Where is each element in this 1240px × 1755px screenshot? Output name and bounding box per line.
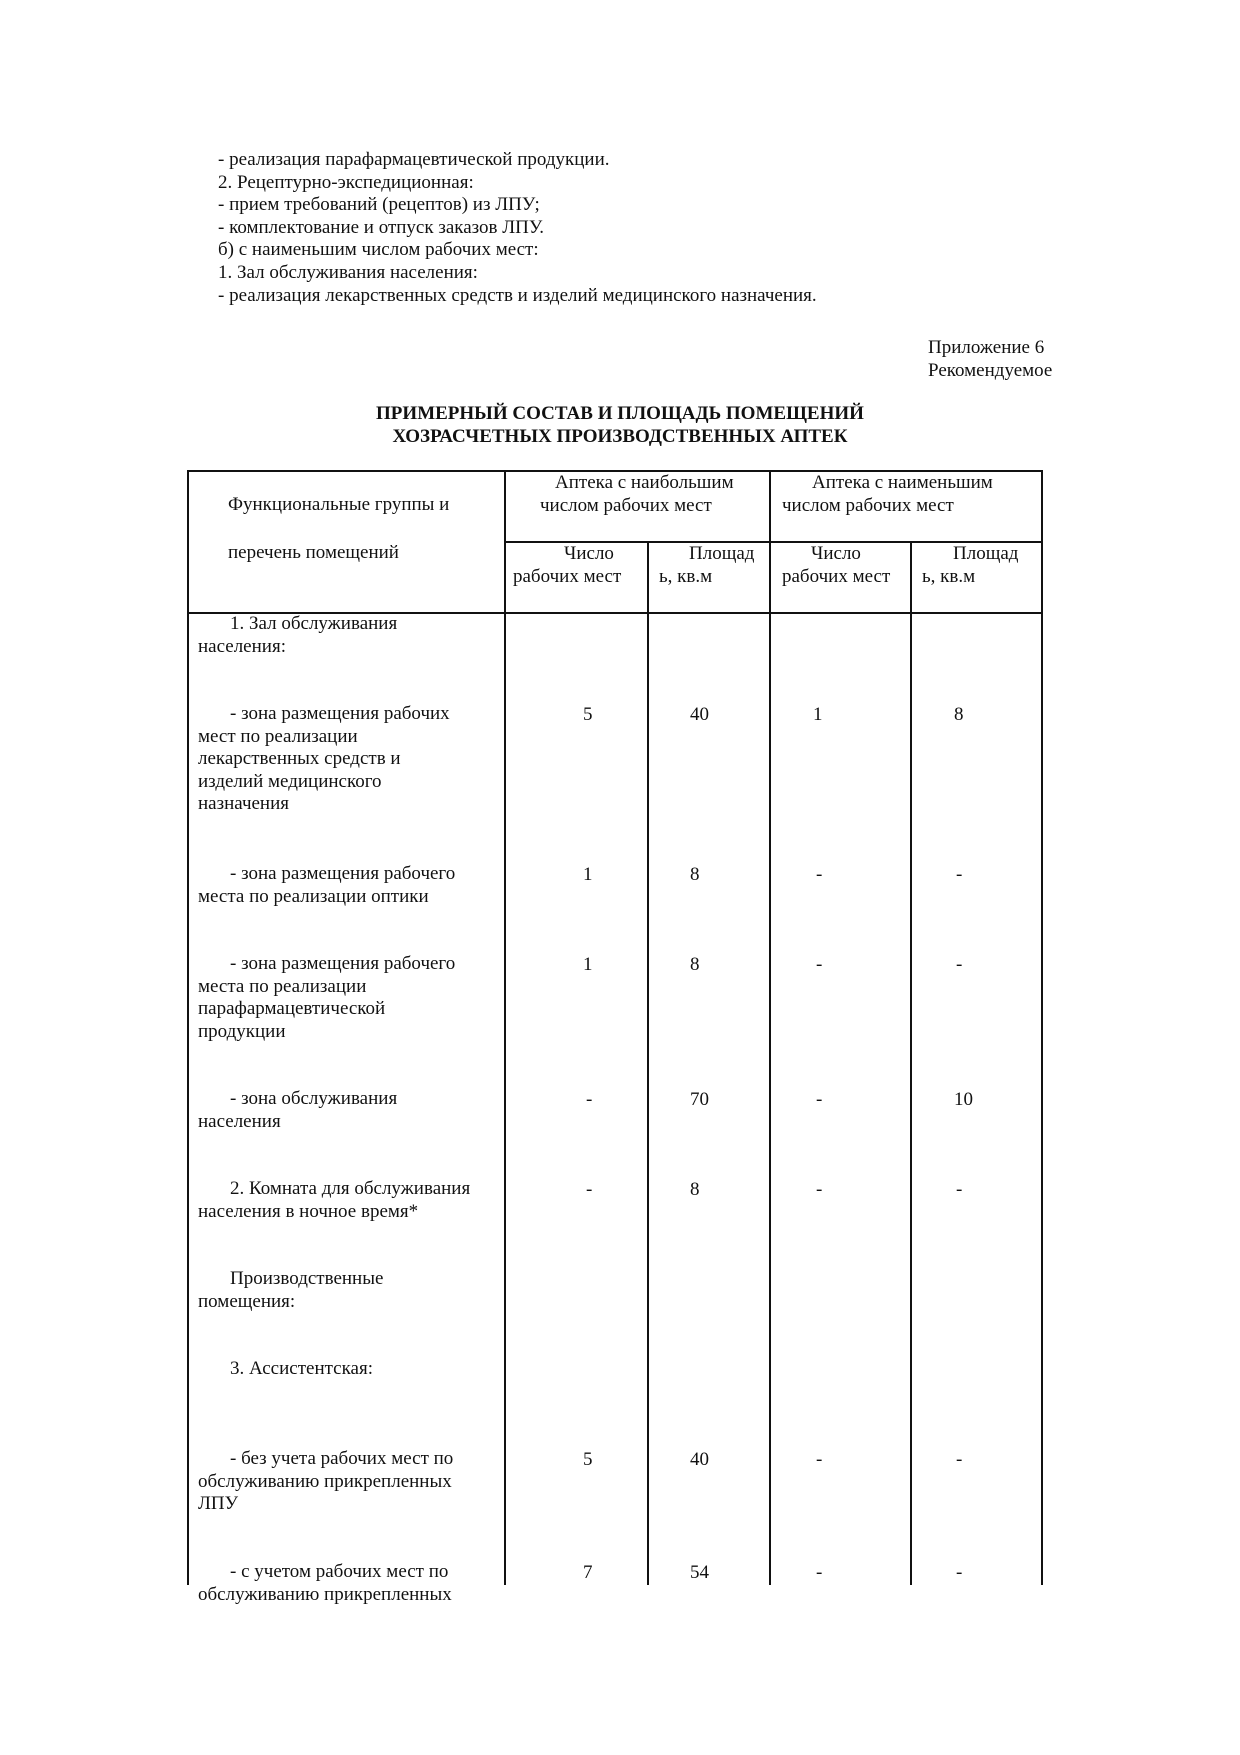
cell-large-workplaces: - xyxy=(586,1179,593,1200)
header-large-line1: Аптека с наибольшим xyxy=(555,472,734,493)
cell-large-area: 8 xyxy=(690,954,700,975)
header-small-workplaces-line2: рабочих мест xyxy=(782,566,891,587)
title-line-1: ПРИМЕРНЫЙ СОСТАВ И ПЛОЩАДЬ ПОМЕЩЕНИЙ xyxy=(376,403,864,424)
intro-line: 1. Зал обслуживания населения: xyxy=(218,261,478,283)
header-small-line1: Аптека с наименьшим xyxy=(812,472,993,493)
cell-small-workplaces: - xyxy=(816,864,823,885)
intro-line: - комплектование и отпуск заказов ЛПУ. xyxy=(218,216,544,238)
title-line-2: ХОЗРАСЧЕТНЫХ ПРОИЗВОДСТВЕННЫХ АПТЕК xyxy=(392,426,848,447)
cell-large-workplaces: 1 xyxy=(583,864,593,885)
table-row-label: - зона размещения рабочего места по реализации оптики xyxy=(198,863,456,907)
table-border-right xyxy=(1041,470,1043,1585)
table-col-divider xyxy=(769,470,771,1585)
cell-small-workplaces: 1 xyxy=(813,704,823,725)
cell-large-workplaces: - xyxy=(586,1089,593,1110)
header-large-area-line1: Площад xyxy=(689,543,755,564)
table-row-label: - с учетом рабочих мест по обслуживанию прикрепленных xyxy=(198,1561,452,1605)
header-small-workplaces-line1: Число xyxy=(811,543,861,564)
header-large-workplaces-line1: Число xyxy=(564,543,614,564)
table-col-divider xyxy=(647,541,649,1585)
cell-large-workplaces: 5 xyxy=(583,1449,593,1470)
header-col0-line2: перечень помещений xyxy=(228,542,399,563)
table-row-label: - зона обслуживания населения xyxy=(198,1088,398,1132)
table-border-left xyxy=(187,470,189,1585)
intro-line: 2. Рецептурно-экспедиционная: xyxy=(218,171,474,193)
intro-line: - прием требований (рецептов) из ЛПУ; xyxy=(218,194,540,216)
table-row-label: Производственные помещения: xyxy=(198,1268,384,1312)
cell-large-area: 40 xyxy=(690,704,709,725)
table-row-label: - без учета рабочих мест по обслуживанию прикрепленных ЛПУ xyxy=(198,1448,454,1515)
cell-small-area: 10 xyxy=(954,1089,973,1110)
cell-small-area: - xyxy=(956,1179,963,1200)
intro-line: б) с наименьшим числом рабочих мест: xyxy=(218,239,539,261)
cell-large-workplaces: 1 xyxy=(583,954,593,975)
header-small-line2: числом рабочих мест xyxy=(782,495,954,516)
intro-line: - реализация лекарственных средств и изделий медицинского назначения. xyxy=(218,284,817,306)
table-row-label: 2. Комната для обслуживания населения в ночное время* xyxy=(198,1178,471,1222)
cell-large-area: 54 xyxy=(690,1562,709,1583)
cell-large-workplaces: 5 xyxy=(583,704,593,725)
header-large-workplaces-line2: рабочих мест xyxy=(513,566,622,587)
cell-small-workplaces: - xyxy=(816,954,823,975)
table-col-divider xyxy=(504,470,506,1585)
cell-small-area: - xyxy=(956,954,963,975)
table-row-label: 3. Ассистентская: xyxy=(230,1358,373,1379)
header-large-line2: числом рабочих мест xyxy=(540,495,712,516)
header-col0-line1: Функциональные группы и xyxy=(228,494,450,515)
cell-small-workplaces: - xyxy=(816,1449,823,1470)
appendix-number: Приложение 6 xyxy=(928,337,1045,358)
cell-large-workplaces: 7 xyxy=(583,1562,593,1583)
cell-small-area: 8 xyxy=(954,704,964,725)
cell-large-area: 40 xyxy=(690,1449,709,1470)
appendix-status: Рекомендуемое xyxy=(928,360,1053,381)
cell-small-workplaces: - xyxy=(816,1089,823,1110)
cell-small-area: - xyxy=(956,1562,963,1583)
cell-small-area: - xyxy=(956,864,963,885)
cell-large-area: 8 xyxy=(690,1179,700,1200)
cell-large-area: 8 xyxy=(690,864,700,885)
intro-line: - реализация парафармацевтической продукции. xyxy=(218,149,610,170)
cell-small-workplaces: - xyxy=(816,1562,823,1583)
header-large-area-line2: ь, кв.м xyxy=(659,566,713,587)
cell-large-area: 70 xyxy=(690,1089,709,1110)
header-small-area-line2: ь, кв.м xyxy=(922,566,976,587)
table-col-divider xyxy=(910,541,912,1585)
table-row-label: - зона размещения рабочего места по реализации парафармацевтической продукции xyxy=(198,953,456,1042)
table-row-label: 1. Зал обслуживания населения: xyxy=(198,613,398,657)
header-small-area-line1: Площад xyxy=(953,543,1019,564)
cell-small-workplaces: - xyxy=(816,1179,823,1200)
cell-small-area: - xyxy=(956,1449,963,1470)
table-row-label: - зона размещения рабочих мест по реализации лекарственных средств и изделий медицинского назначения xyxy=(198,703,450,815)
